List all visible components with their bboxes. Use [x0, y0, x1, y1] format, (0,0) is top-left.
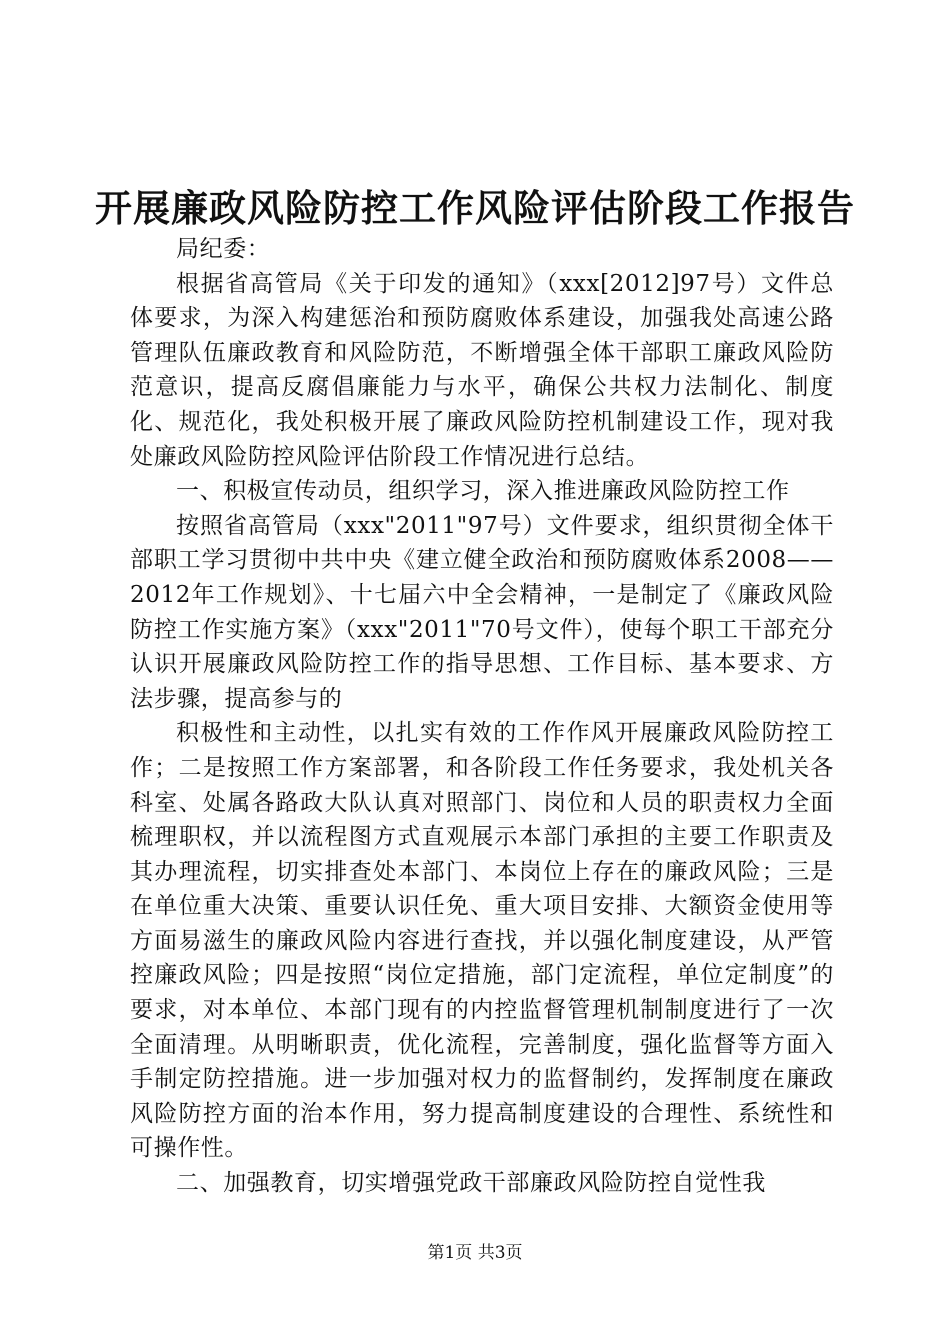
salutation: 局纪委：: [176, 236, 271, 262]
paragraph-section-1a: 按照省高管局（xxx"2011"97号）文件要求，组织贯彻全体干部职工学习贯彻中共中央《建立健全政治和预防腐败体系2008——2012年工作规划》、十七届六中全会精神，一是制定了《廉政风险防控工作实施方案》（xxx"2011"70号文件），使每个职工干部充分认识开展廉政风险防控工作的指导思想、工作目标、基本要求、方法步骤，提高参与的: [130, 512, 834, 712]
document-body: [130, 232, 834, 1201]
paragraph-intro: 根据省高管局《关于印发的通知》（xxx[2012]97号）文件总体要求，为深入构建惩治和预防腐败体系建设，加强我处高速公路管理队伍廉政教育和风险防范，不断增强全体干部职工廉政风险防范意识，提高反腐倡廉能力与水平，确保公共权力法制化、制度化、规范化，我处积极开展了廉政风险防控机制建设工作，现对我处廉政风险防控风险评估阶段工作情况进行总结。: [130, 270, 834, 470]
page-footer: 第1页 共3页: [427, 1243, 523, 1263]
document-title: 开展廉政风险防控工作风险评估阶段工作报告: [95, 186, 855, 230]
section-heading-2: 二、加强教育，切实增强党政干部廉政风险防控自觉性我: [176, 1170, 766, 1197]
paragraph-section-1b: 积极性和主动性，以扎实有效的工作作风开展廉政风险防控工作；二是按照工作方案部署，和各阶段工作任务要求，我处机关各科室、处属各路政大队认真对照部门、岗位和人员的职责权力全面梳理职权，并以流程图方式直观展示本部门承担的主要工作职责及其办理流程，切实排查处本部门、本岗位上存在的廉政风险；三是在单位重大决策、重要认识任免、重大项目安排、大额资金使用等方面易滋生的廉政风险内容进行查找，并以强化制度建设，从严管控廉政风险；四是按照“岗位定措施，部门定流程，单位定制度”的要求，对本单位、本部门现有的内控监督管理机制制度进行了一次全面清理。从明晰职责，优化流程，完善制度，强化监督等方面入手制定防控措施。进一步加强对权力的监督制约，发挥制度在廉政风险防控方面的治本作用，努力提高制度建设的合理性、系统性和可操作性。: [130, 720, 834, 1162]
section-heading-1: 一、积极宣传动员，组织学习，深入推进廉政风险防控工作: [176, 478, 790, 505]
